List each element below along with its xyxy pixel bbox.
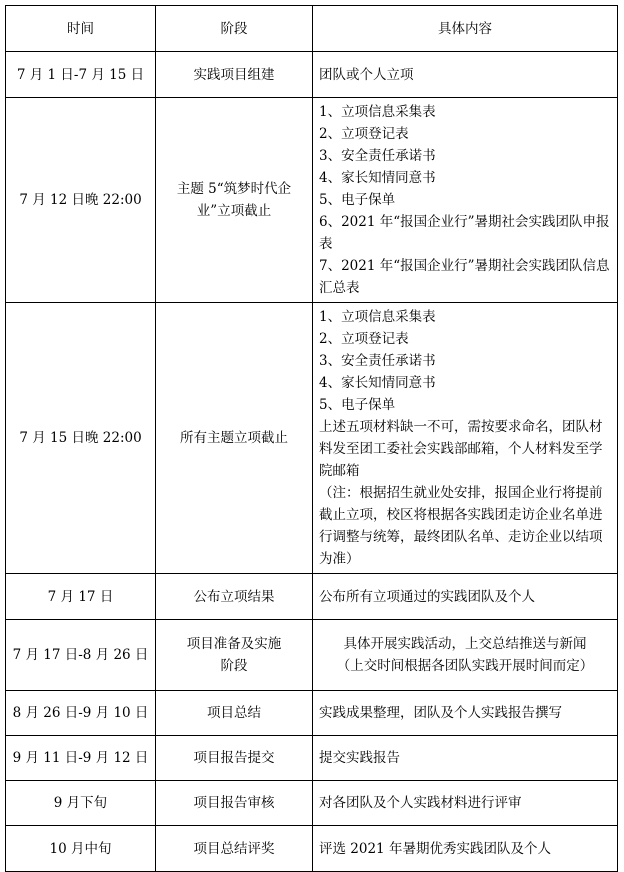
content-cell [313, 574, 618, 620]
content-line: 2、立项登记表 [319, 331, 409, 347]
content-cell [313, 52, 618, 98]
content-line: （上交时间根据各团队实践开展时间而定） [336, 658, 594, 674]
table-row [6, 52, 618, 98]
content-line: 4、家长知情同意书 [319, 375, 436, 391]
table-row [6, 691, 618, 736]
stage-cell: 项目报告提交 [156, 736, 313, 781]
content-line: 1、立项信息采集表 [319, 309, 436, 325]
content-line: 实践成果整理，团队及个人实践报告撰写 [319, 705, 562, 721]
table-row [6, 826, 618, 872]
content-line: 5、电子保单 [319, 397, 396, 413]
content-line: 4、家长知情同意书 [319, 170, 436, 186]
stage-cell: 公布立项结果 [156, 574, 313, 620]
schedule-table [5, 5, 618, 872]
time-cell: 9 月 11 日-9 月 12 日 [6, 736, 156, 781]
content-cell [313, 781, 618, 826]
time-cell: 7 月 17 日 [6, 574, 156, 620]
content-line: 上述五项材料缺一不可，需按要求命名，团队材料发至团工委社会实践部邮箱，个人材料发至学院邮箱 [319, 419, 603, 479]
time-cell: 7 月 17 日-8 月 26 日 [6, 620, 156, 691]
content-line: 提交实践报告 [319, 750, 400, 766]
time-cell: 8 月 26 日-9 月 10 日 [6, 691, 156, 736]
table-row [6, 620, 618, 691]
table-row [6, 98, 618, 303]
content-line: 6、2021 年“报国企业行”暑期社会实践团队申报表 [319, 214, 610, 252]
content-cell [313, 620, 618, 691]
content-line: 公布所有立项通过的实践团队及个人 [319, 588, 535, 605]
content-line: 7、2021 年“报国企业行”暑期社会实践团队信息汇总表 [319, 258, 610, 296]
time-cell: 7 月 15 日晚 22:00 [6, 303, 156, 574]
content-line: 5、电子保单 [319, 192, 396, 208]
table-row [6, 574, 618, 620]
header-row [6, 6, 618, 52]
header-stage: 阶段 [156, 6, 313, 52]
content-cell [313, 303, 618, 574]
content-cell [313, 98, 618, 303]
stage-text: 项目准备及实施阶段 [186, 636, 282, 674]
content-line: 评选 2021 年暑期优秀实践团队及个人 [319, 840, 551, 857]
stage-text: 主题 5“筑梦时代企业”立项截止 [176, 181, 292, 219]
stage-cell [156, 98, 313, 303]
content-line: 3、安全责任承诺书 [319, 353, 436, 369]
content-line: 3、安全责任承诺书 [319, 148, 436, 164]
table-row [6, 736, 618, 781]
content-line: 1、立项信息采集表 [319, 104, 436, 120]
schedule-table-wrapper [5, 5, 618, 872]
content-line: （注：根据招生就业处安排，报国企业行将提前截止立项，校区将根据各实践团走访企业名单进行调整与统筹，最终团队名单、走访企业以结项为准） [319, 485, 603, 567]
stage-cell: 项目总结评奖 [156, 826, 313, 872]
table-row [6, 303, 618, 574]
time-cell: 9 月下旬 [6, 781, 156, 826]
time-cell: 7 月 12 日晚 22:00 [6, 98, 156, 303]
header-content: 具体内容 [313, 6, 618, 52]
content-line: 团队或个人立项 [319, 66, 414, 83]
content-line: 2、立项登记表 [319, 126, 409, 142]
content-cell [313, 691, 618, 736]
stage-cell: 项目总结 [156, 691, 313, 736]
header-time: 时间 [6, 6, 156, 52]
content-line: 具体开展实践活动，上交总结推送与新闻 [343, 636, 587, 652]
content-cell [313, 736, 618, 781]
stage-cell: 所有主题立项截止 [156, 303, 313, 574]
time-cell: 7 月 1 日-7 月 15 日 [6, 52, 156, 98]
content-line: 对各团队及个人实践材料进行评审 [319, 795, 522, 811]
content-cell [313, 826, 618, 872]
time-cell: 10 月中旬 [6, 826, 156, 872]
stage-cell: 实践项目组建 [156, 52, 313, 98]
stage-cell: 项目报告审核 [156, 781, 313, 826]
table-row [6, 781, 618, 826]
stage-cell [156, 620, 313, 691]
